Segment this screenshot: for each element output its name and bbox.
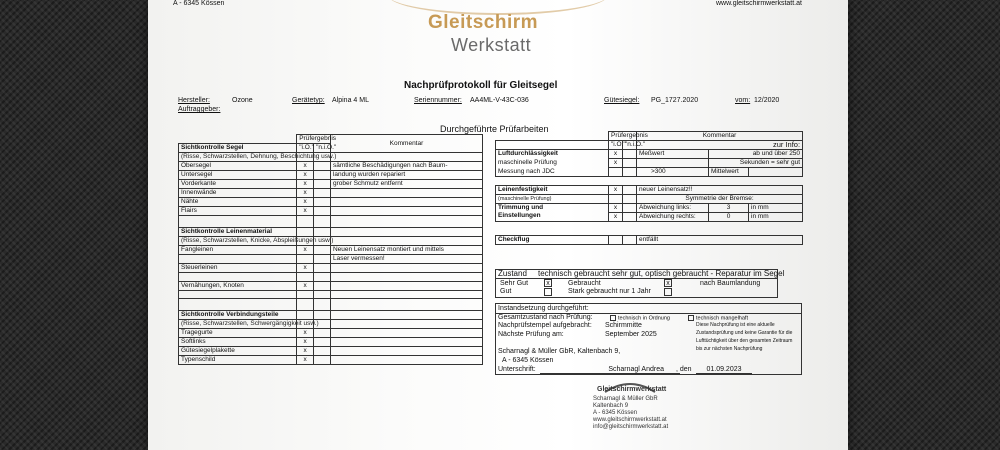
gesamtzustand-label: Gesamtzustand nach Prüfung: <box>498 314 593 321</box>
stamp-line1: Scharnagl & Müller GbR <box>593 396 658 402</box>
leinen-subtitle: (Risse, Schwarzstellen, Knicke, Abspleißungen usw.) <box>179 237 297 246</box>
auftraggeber-label: Auftraggeber: <box>178 106 221 113</box>
gebraucht-checkbox[interactable]: x <box>664 279 672 287</box>
den-label: , den <box>676 366 692 373</box>
mangel-checkbox-label: technisch mangelhaft <box>696 315 748 322</box>
stark-gebraucht-label: Stark gebraucht nur 1 Jahr <box>568 288 651 295</box>
row-comment <box>330 290 482 299</box>
vom-value: 12/2020 <box>754 97 780 104</box>
segel-subtitle: (Risse, Schwarzstellen, Dehnung, Beschichtung usw.) <box>179 153 297 162</box>
checkflug-title: Checkflug <box>496 235 609 244</box>
col-kommentar: Kommentar <box>637 132 803 141</box>
hersteller-value: Ozone <box>232 97 253 104</box>
ok-mark: x <box>609 212 623 221</box>
table-row <box>179 338 483 347</box>
ok-mark: x <box>297 198 314 207</box>
row-label <box>179 290 297 299</box>
geraetetyp-label: Gerätetyp: <box>292 97 325 104</box>
naechste-pruefung-value: September 2025 <box>605 331 657 338</box>
unit-label: in mm <box>749 203 803 212</box>
verbindung-subtitle: (Risse, Schwarzstellen, Schwergängigkeit usw.) <box>179 320 297 329</box>
company-stamp <box>585 378 675 432</box>
row-label: Flairs <box>179 207 297 216</box>
row-comment <box>330 189 482 198</box>
stamp-line3: A - 6345 Kössen <box>593 410 638 416</box>
header-address: A - 6345 Kössen <box>173 0 225 7</box>
sehr-gut-label: Sehr Gut <box>500 280 529 287</box>
trimmung-title1: Trimmung und <box>496 203 609 212</box>
luft-subtitle1: maschinelle Prüfung <box>496 159 609 168</box>
row-comment: Laser vermessen! <box>330 255 482 264</box>
checkflug-comment: entfällt <box>637 235 803 244</box>
ok-mark: x <box>297 347 314 356</box>
row-comment <box>330 207 482 216</box>
guetesiegel-value: PG_1727.2020 <box>651 97 699 104</box>
ok-mark: x <box>297 171 314 180</box>
ok-mark <box>297 255 314 264</box>
table-row <box>179 255 483 264</box>
row-comment: grober Schmutz entfernt <box>330 180 482 189</box>
row-label <box>179 273 297 282</box>
row-comment <box>330 198 482 207</box>
table-row <box>179 246 483 255</box>
ok-mark <box>297 273 314 282</box>
unterschrift-name: Scharnagl Andrea <box>540 366 680 374</box>
row-label <box>179 255 297 264</box>
stamp-line4: www.gleitschirmwerkstatt.at <box>593 417 667 423</box>
logo-title: Gleitschirm <box>428 12 539 33</box>
table-row <box>179 180 483 189</box>
table-row <box>179 198 483 207</box>
zustand-description: technisch gebraucht sehr gut, optisch gebraucht - Reparatur im Segel <box>538 269 785 278</box>
col-ok: "i.O." <box>297 144 314 153</box>
row-comment: Neuen Leinensatz montiert und mittels <box>330 246 482 255</box>
row-label: Nähte <box>179 198 297 207</box>
stamp-line5: info@gleitschirmwerkstatt.at <box>593 424 669 430</box>
table-row <box>179 189 483 198</box>
row-label: Softlinks <box>179 338 297 347</box>
io-checkbox[interactable] <box>610 315 616 321</box>
row-label: Obersegel <box>179 162 297 171</box>
ok-mark: x <box>297 180 314 189</box>
date-value: 01.09.2023 <box>696 366 752 374</box>
leinenfestigkeit-comment: neuer Leinensatz!! <box>637 185 803 194</box>
col-pruefergebnis: Prüfergebnis <box>609 132 637 141</box>
unterschrift-label: Unterschrift: <box>498 366 536 373</box>
gebraucht-label: Gebraucht <box>568 280 601 287</box>
header-website: www.gleitschirmwerkstatt.at <box>716 0 802 7</box>
segel-title: Sichtkontrolle Segel <box>179 144 297 153</box>
ok-mark: x <box>297 329 314 338</box>
leinenfestigkeit-title: Leinenfestigkeit <box>496 185 609 194</box>
ok-mark: x <box>609 150 623 159</box>
nachpruefstempel-label: Nachprüfstempel aufgebracht: <box>498 322 592 329</box>
protocol-sheet <box>148 0 848 450</box>
row-label: Innenwände <box>179 189 297 198</box>
left-inspection-table <box>178 134 483 365</box>
divider <box>495 278 778 279</box>
ok-mark: x <box>297 189 314 198</box>
zur-info-label: zur Info: <box>637 141 803 150</box>
table-row <box>179 171 483 180</box>
ok-mark: x <box>297 207 314 216</box>
messwert-value: >300 <box>637 168 709 177</box>
ok-mark <box>297 290 314 299</box>
row-label: Vernähungen, Knoten <box>179 281 297 290</box>
messwert-label: Meßwert <box>637 150 709 159</box>
row-comment: landung wurden repariert <box>330 171 482 180</box>
company-line2: A - 6345 Kössen <box>502 357 554 364</box>
row-label: Vorderkante <box>179 180 297 189</box>
stark-gebraucht-checkbox[interactable] <box>664 288 672 296</box>
row-comment <box>330 281 482 290</box>
gut-label: Gut <box>500 288 512 295</box>
right-inspection-table <box>495 131 803 245</box>
table-row <box>179 290 483 299</box>
haftungs-hinweis: Diese Nachprüfung ist eine aktuelle Zustandsprüfung und keine Garantie für die Lufttüchtigkeit über den gesamten Zeitraum bis zur nächsten Nachprüfung <box>696 322 793 352</box>
luft-subtitle2: Messung nach JDC <box>496 168 609 177</box>
table-row <box>179 264 483 273</box>
ok-mark: x <box>609 185 623 194</box>
info-line2: Sekunden = sehr gut <box>709 159 803 168</box>
table-row <box>179 207 483 216</box>
col-nio: "n.i.O." <box>623 141 637 150</box>
gut-checkbox[interactable] <box>544 288 552 296</box>
row-label: Typenschild <box>179 356 297 365</box>
mangel-checkbox[interactable] <box>688 315 694 321</box>
table-row <box>179 347 483 356</box>
symmetrie-label: Symmetrie der Bremse: <box>637 194 803 203</box>
seriennummer-label: Seriennummer: <box>414 97 462 104</box>
section-title: Durchgeführte Prüfarbeiten <box>440 124 549 134</box>
ok-mark: x <box>297 281 314 290</box>
ok-mark: x <box>297 246 314 255</box>
table-row <box>179 356 483 365</box>
abweichung-rechts-label: Abweichung rechts: <box>637 212 709 221</box>
table-row <box>179 162 483 171</box>
ok-mark: x <box>609 159 623 168</box>
io-checkbox-wrap[interactable] <box>610 315 670 321</box>
row-comment: sämtliche Beschädigungen nach Baum- <box>330 162 482 171</box>
leinen-title: Sichtkontrolle Leinenmaterial <box>179 228 297 237</box>
ok-mark: x <box>609 203 623 212</box>
verbindung-title: Sichtkontrolle Verbindungsteile <box>179 311 297 320</box>
sehr-gut-checkbox[interactable]: x <box>544 279 552 287</box>
col-ok: "i.O." <box>609 141 623 150</box>
luft-title: Luftdurchlässigkeit <box>496 150 609 159</box>
nachpruefstempel-value: Schirmmitte <box>605 322 642 329</box>
mittelwert-label: Mittelwert <box>709 168 749 177</box>
col-nio: "n.i.O." <box>314 144 331 153</box>
leinenfestigkeit-subtitle: (maschinelle Prüfung) <box>496 194 609 203</box>
io-checkbox-label: technisch in Ordnung <box>618 315 670 322</box>
info-line1: ab und über 250 <box>709 150 803 159</box>
logo-subtitle: Werkstatt <box>451 35 532 55</box>
seriennummer-value: AA4ML-V-43C-036 <box>470 97 529 104</box>
col-kommentar: Kommentar <box>330 135 482 153</box>
trimmung-title2: Einstellungen <box>496 212 609 221</box>
abweichung-rechts-value: 0 <box>709 212 749 221</box>
table-row <box>179 281 483 290</box>
ok-mark: x <box>297 338 314 347</box>
ok-mark: x <box>297 162 314 171</box>
abweichung-links-label: Abweichung links: <box>637 203 709 212</box>
stamp-line2: Kaltenbach 9 <box>593 403 629 409</box>
row-comment <box>330 264 482 273</box>
nach-baumlandung-label: nach Baumlandung <box>700 280 761 287</box>
row-comment <box>330 273 482 282</box>
abweichung-links-value: 3 <box>709 203 749 212</box>
zustand-title: Zustand <box>498 269 527 278</box>
row-label: Fangleinen <box>179 246 297 255</box>
hersteller-label: Hersteller: <box>178 97 210 104</box>
row-label: Steuerleinen <box>179 264 297 273</box>
company-line1: Scharnagl & Müller GbR, Kaltenbach 9, <box>498 348 621 355</box>
geraetetyp-value: Alpina 4 ML <box>332 97 369 104</box>
row-label: Untersegel <box>179 171 297 180</box>
page-title: Nachprüfprotokoll für Gleitsegel <box>404 80 558 91</box>
table-row <box>179 273 483 282</box>
unit-label: in mm <box>749 212 803 221</box>
instandsetzung-label: Instandsetzung durchgeführt: <box>498 305 589 312</box>
col-pruefergebnis: Prüfergebnis <box>297 135 331 144</box>
guetesiegel-label: Gütesiegel: <box>604 97 640 104</box>
table-row <box>179 329 483 338</box>
naechste-pruefung-label: Nächste Prüfung am: <box>498 331 564 338</box>
row-label: Gütesiegelplakette <box>179 347 297 356</box>
stamp-title: Gleitschirmwerkstatt <box>597 386 667 393</box>
vom-label: vom: <box>735 97 751 104</box>
ok-mark: x <box>297 264 314 273</box>
ok-mark: x <box>297 356 314 365</box>
row-label: Tragegurte <box>179 329 297 338</box>
